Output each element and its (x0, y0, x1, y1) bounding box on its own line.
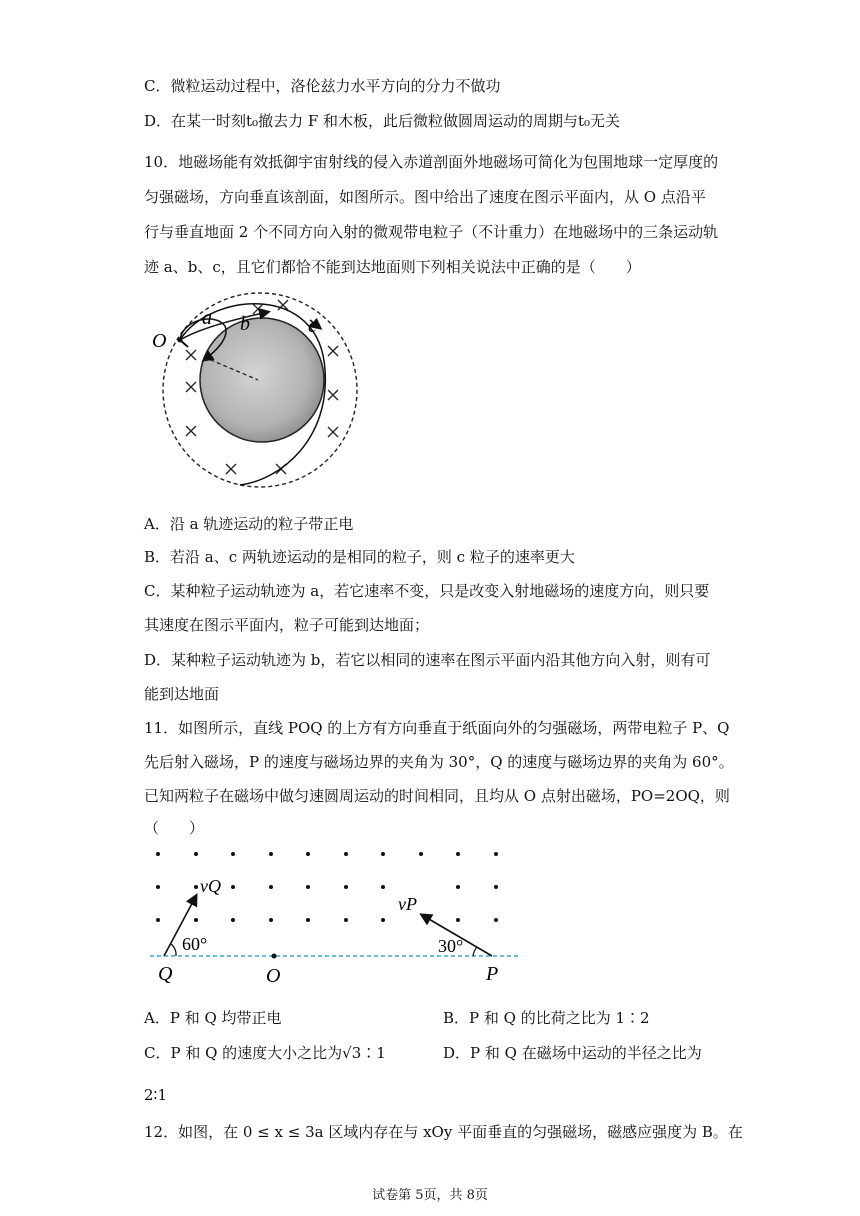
q10-option-b: B．若沿 a、c 两轨迹运动的是相同的粒子，则 c 粒子的速率更大 (144, 548, 575, 566)
angle-arc-q (171, 944, 176, 956)
svg-text:P: P (486, 963, 499, 985)
q9-option-c: C．微粒运动过程中，洛伦兹力水平方向的分力不做功 (144, 77, 501, 95)
q11-stem-line-2: 先后射入磁场，P 的速度与磁场边界的夹角为 30°，Q 的速度与磁场边界的夹角为 60°。 (144, 753, 734, 771)
label-c: c (308, 315, 317, 337)
svg-text:vP: vP (398, 894, 417, 914)
q10-stem-line-3: 行与垂直地面 2 个不同方向入射的微观带电粒子（不计重力）在地磁场中的三条运动轨 (144, 223, 719, 241)
q12-stem-line-1: 12．如图，在 0 ≤ x ≤ 3a 区域内存在与 xOy 平面垂直的匀强磁场，磁感应强度为 B。在 (144, 1123, 743, 1141)
q10-option-a: A．沿 a 轨迹运动的粒子带正电 (144, 515, 354, 533)
q11-stem-line-4: （ ） (144, 819, 205, 837)
q11-option-b: B．P 和 Q 的比荷之比为 1∶2 (443, 1009, 650, 1027)
label-b: b (240, 313, 250, 335)
q11-option-c: C．P 和 Q 的速度大小之比为√3∶1 (144, 1044, 386, 1062)
svg-text:60°: 60° (182, 934, 208, 954)
angle-arc-p (473, 947, 477, 956)
q11-magnetic-boundary-figure (140, 840, 540, 990)
page-footer: 试卷第 5页，共 8页 (372, 1188, 488, 1203)
q10-option-c-line-2: 其速度在图示平面内，粒子可能到达地面； (144, 616, 430, 634)
q10-option-d-line-1: D．某种粒子运动轨迹为 b，若它以相同的速率在图示平面内沿其他方向入射，则有可 (144, 651, 711, 669)
q11-stem-line-3: 已知两粒子在磁场中做匀速圆周运动的时间相同，且均从 O 点射出磁场，PO=2OQ，则 (144, 787, 730, 805)
q10-option-c-line-1: C．某种粒子运动轨迹为 a，若它速率不变，只是改变入射地磁场的速度方向，则只要 (144, 582, 710, 600)
label-a: a (202, 307, 212, 329)
q11-option-a: A．P 和 Q 均带正电 (144, 1009, 282, 1027)
q10-stem-line-1: 10．地磁场能有效抵御宇宙射线的侵入赤道剖面外地磁场可简化为包围地球一定厚度的 (144, 153, 719, 171)
svg-text:Q: Q (158, 963, 173, 985)
svg-text:O: O (266, 965, 281, 987)
q11-stem-line-1: 11．如图所示，直线 POQ 的上方有方向垂直于纸面向外的匀强磁场，两带电粒子 P、Q (144, 719, 730, 737)
q10-earth-magnetic-field-figure (140, 290, 380, 500)
q11-option-d-line-1: D．P 和 Q 在磁场中运动的半径之比为 (443, 1044, 702, 1062)
q10-stem-line-4: 迹 a、b、c，且它们都恰不能到达地面则下列相关说法中正确的是（ ） (144, 258, 641, 276)
q9-option-d: D．在某一时刻t₀撤去力 F 和木板，此后微粒做圆周运动的周期与t₀无关 (144, 112, 621, 130)
q10-option-d-line-2: 能到达地面 (144, 685, 220, 703)
point-o (272, 954, 277, 959)
svg-text:30°: 30° (438, 936, 464, 956)
q10-stem-line-2: 匀强磁场，方向垂直该剖面，如图所示。图中给出了速度在图示平面内，从 O 点沿平 (144, 188, 706, 206)
q11-option-d-line-2: 2∶1 (144, 1086, 167, 1104)
label-o: O (152, 330, 167, 352)
earth (200, 318, 324, 442)
svg-text:vQ: vQ (200, 876, 221, 896)
